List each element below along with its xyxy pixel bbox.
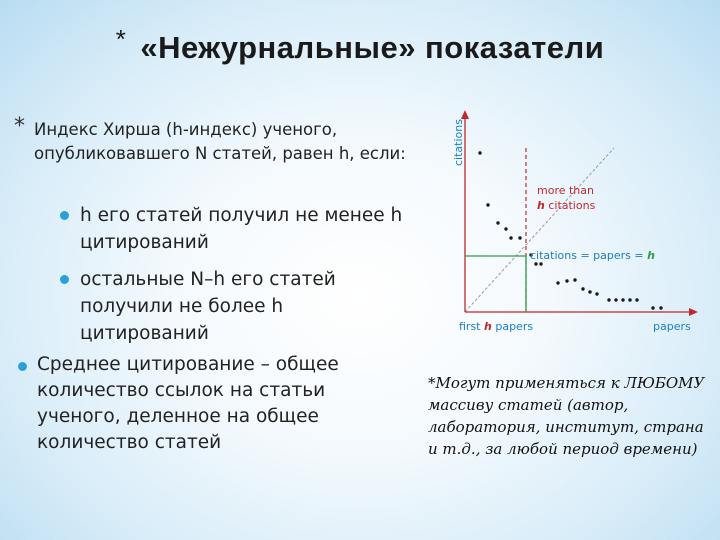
more-than-label — [537, 184, 598, 212]
y-axis-arrow-icon — [461, 110, 469, 119]
equality-label — [530, 249, 655, 262]
sub-point-bullet-icon — [60, 211, 69, 220]
equality-h: h — [647, 249, 655, 262]
equality-prefix: citations = papers = — [530, 249, 648, 262]
more-than-line1: more than — [537, 184, 594, 197]
sub-point-bullet-icon — [60, 275, 69, 284]
sub-point-2: остальные N–h его статей получили не более h цитирований — [80, 269, 336, 344]
paper-dots — [478, 151, 662, 309]
diagonal-line — [465, 148, 614, 312]
sub-point-1: h его статей получил не менее h цитирований — [80, 205, 403, 253]
h-index-definition: Индекс Хирша (h-индекс) ученого, опубликовавшего N статей, равен h, если: — [34, 120, 406, 163]
applicability-note: *Могут применяться к ЛЮБОМУ массиву статей (автор, лаборатория, институт, страна и т.д., за любой период времени) — [428, 374, 705, 458]
x-axis-label: papers — [653, 320, 691, 333]
x-axis-arrow-icon — [689, 308, 698, 316]
first-papers-h: h — [484, 320, 492, 333]
avg-citation-definition: Среднее цитирование – общее количество ссылок на статьи ученого, деленное на общее количество статей — [37, 354, 339, 453]
title-text: «Нежурнальные» показатели — [140, 30, 605, 65]
more-than-line2: citations — [544, 199, 596, 212]
avg-citation-bullet-icon — [18, 362, 27, 371]
first-papers-prefix: first — [459, 320, 484, 333]
slide-title — [0, 24, 720, 80]
more-than-h: h — [537, 199, 545, 212]
first-h-papers-label — [459, 320, 533, 333]
main-point-star: * — [14, 114, 25, 139]
first-papers-suffix: papers — [491, 320, 534, 333]
title-star: * — [115, 24, 127, 54]
h-index-diagram — [428, 108, 718, 348]
y-axis-label: citations — [452, 119, 465, 166]
